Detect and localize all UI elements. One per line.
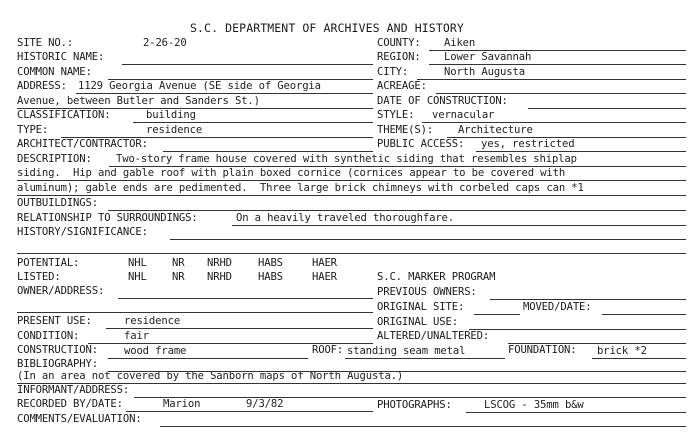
original-site-rule bbox=[474, 314, 520, 315]
previous-owners-label: PREVIOUS OWNERS: bbox=[377, 286, 477, 298]
address-line2-value: Avenue, between Butler and Sanders St.) bbox=[17, 95, 260, 107]
history-rule1 bbox=[170, 239, 686, 240]
description-line2: siding. Hip and gable roof with plain boxed cornice (cornices appear to be covered with bbox=[17, 167, 566, 179]
construction-rule bbox=[108, 358, 308, 359]
acreage-rule bbox=[436, 93, 686, 94]
description-line3: aluminum); gable ends are pedimented. Three large brick chimneys with corbeled caps can *1 bbox=[17, 182, 584, 194]
potential-nhl: NHL bbox=[128, 257, 147, 269]
original-site-label: ORIGINAL SITE: bbox=[377, 301, 465, 313]
condition-label: CONDITION: bbox=[17, 330, 80, 342]
recorded-by-rule bbox=[126, 411, 373, 412]
potential-label: POTENTIAL: bbox=[17, 257, 80, 269]
description-line1: Two-story frame house covered with synthetic siding that resembles shiplap bbox=[116, 153, 577, 165]
previous-owners-rule bbox=[490, 299, 686, 300]
public-access-value: yes, restricted bbox=[481, 138, 575, 150]
bibliography-rule bbox=[108, 371, 686, 372]
listed-habs: HABS bbox=[258, 271, 283, 283]
style-rule bbox=[422, 122, 686, 123]
history-rule2 bbox=[17, 253, 686, 254]
acreage-label: ACREAGE: bbox=[377, 80, 427, 92]
potential-nr: NR bbox=[172, 257, 185, 269]
city-rule bbox=[417, 79, 686, 80]
type-value: residence bbox=[146, 124, 203, 136]
city-value: North Augusta bbox=[444, 66, 525, 78]
listed-nhl: NHL bbox=[128, 271, 147, 283]
architect-rule bbox=[163, 151, 373, 152]
moved-date-rule bbox=[602, 314, 686, 315]
classification-value: building bbox=[146, 109, 196, 121]
date-construction-rule bbox=[528, 108, 686, 109]
description-rule2 bbox=[17, 180, 686, 181]
type-label: TYPE: bbox=[17, 124, 49, 136]
informant-rule bbox=[134, 397, 686, 398]
recorded-date-value: 9/3/82 bbox=[246, 398, 284, 410]
condition-value: fair bbox=[124, 330, 149, 342]
foundation-value: brick *2 bbox=[597, 345, 647, 357]
listed-nrhd: NRHD bbox=[207, 271, 232, 283]
bibliography-value: (In an area not covered by the Sanborn maps of North Augusta.) bbox=[17, 370, 404, 382]
roof-rule bbox=[345, 358, 505, 359]
listed-nr: NR bbox=[172, 271, 185, 283]
city-label: CITY: bbox=[377, 66, 409, 78]
form-title: S.C. DEPARTMENT OF ARCHIVES AND HISTORY bbox=[190, 21, 464, 35]
bibliography-label: BIBLIOGRAPHY: bbox=[17, 358, 98, 370]
photographs-label: PHOTOGRAPHS: bbox=[377, 399, 452, 411]
original-use-rule bbox=[469, 329, 686, 330]
owner-address-label: OWNER/ADDRESS: bbox=[17, 285, 105, 297]
region-label: REGION: bbox=[377, 51, 421, 63]
style-label: STYLE: bbox=[377, 109, 415, 121]
public-access-rule bbox=[476, 151, 686, 152]
altered-label: ALTERED/UNALTERED: bbox=[377, 330, 490, 342]
themes-label: THEME(S): bbox=[377, 124, 434, 136]
historic-name-line bbox=[122, 64, 373, 65]
moved-date-label: MOVED/DATE: bbox=[523, 301, 592, 313]
potential-habs: HABS bbox=[258, 257, 283, 269]
county-value: Aiken bbox=[444, 37, 476, 49]
construction-label: CONSTRUCTION: bbox=[17, 344, 98, 356]
relationship-rule bbox=[232, 225, 686, 226]
foundation-label: FOUNDATION: bbox=[508, 344, 577, 356]
owner-address-rule2 bbox=[17, 312, 373, 313]
listed-label: LISTED: bbox=[17, 271, 61, 283]
architect-label: ARCHITECT/CONTRACTOR: bbox=[17, 138, 148, 150]
county-label: COUNTY: bbox=[377, 37, 421, 49]
outbuildings-rule bbox=[108, 210, 686, 211]
date-construction-label: DATE OF CONSTRUCTION: bbox=[377, 95, 508, 107]
address-line1-rule bbox=[76, 93, 373, 94]
roof-label: ROOF: bbox=[312, 344, 344, 356]
informant-label: INFORMANT/ADDRESS: bbox=[17, 384, 130, 396]
classification-rule bbox=[133, 122, 373, 123]
owner-address-rule bbox=[118, 298, 373, 299]
common-name-label: COMMON NAME: bbox=[17, 66, 92, 78]
present-use-label: PRESENT USE: bbox=[17, 315, 92, 327]
listed-haer: HAER bbox=[312, 271, 337, 283]
original-use-label: ORIGINAL USE: bbox=[377, 316, 458, 328]
sc-marker-label: S.C. MARKER PROGRAM bbox=[377, 271, 496, 283]
roof-value: standing seam metal bbox=[347, 345, 466, 357]
themes-value: Architecture bbox=[458, 124, 533, 136]
history-label: HISTORY/SIGNIFICANCE: bbox=[17, 226, 148, 238]
present-use-value: residence bbox=[124, 315, 181, 327]
outbuildings-label: OUTBUILDINGS: bbox=[17, 197, 98, 209]
style-value: vernacular bbox=[432, 109, 495, 121]
relationship-label: RELATIONSHIP TO SURROUNDINGS: bbox=[17, 212, 198, 224]
photographs-value: LSCOG - 35mm b&w bbox=[484, 399, 584, 411]
public-access-label: PUBLIC ACCESS: bbox=[377, 138, 465, 150]
site-no-label: SITE NO.: bbox=[17, 37, 74, 49]
region-rule bbox=[429, 64, 686, 65]
photographs-rule bbox=[466, 412, 686, 413]
description-label: DESCRIPTION: bbox=[17, 153, 92, 165]
comments-label: COMMENTS/EVALUATION: bbox=[17, 413, 142, 425]
region-value: Lower Savannah bbox=[444, 51, 532, 63]
potential-nrhd: NRHD bbox=[207, 257, 232, 269]
relationship-value: On a heavily traveled thoroughfare. bbox=[236, 212, 454, 224]
comments-rule bbox=[160, 426, 686, 427]
classification-label: CLASSIFICATION: bbox=[17, 109, 111, 121]
site-no-value: 2-26-20 bbox=[143, 37, 187, 49]
recorded-by-value: Marion bbox=[163, 398, 201, 410]
foundation-rule bbox=[592, 358, 686, 359]
historic-name-label: HISTORIC NAME: bbox=[17, 51, 105, 63]
potential-haer: HAER bbox=[312, 257, 337, 269]
construction-value: wood frame bbox=[124, 345, 187, 357]
address-label: ADDRESS: bbox=[17, 80, 67, 92]
address-line1-value: 1129 Georgia Avenue (SE side of Georgia bbox=[78, 80, 321, 92]
present-use-rule bbox=[106, 328, 373, 329]
recorded-by-label: RECORDED BY/DATE: bbox=[17, 398, 123, 410]
description-rule3 bbox=[17, 195, 686, 196]
